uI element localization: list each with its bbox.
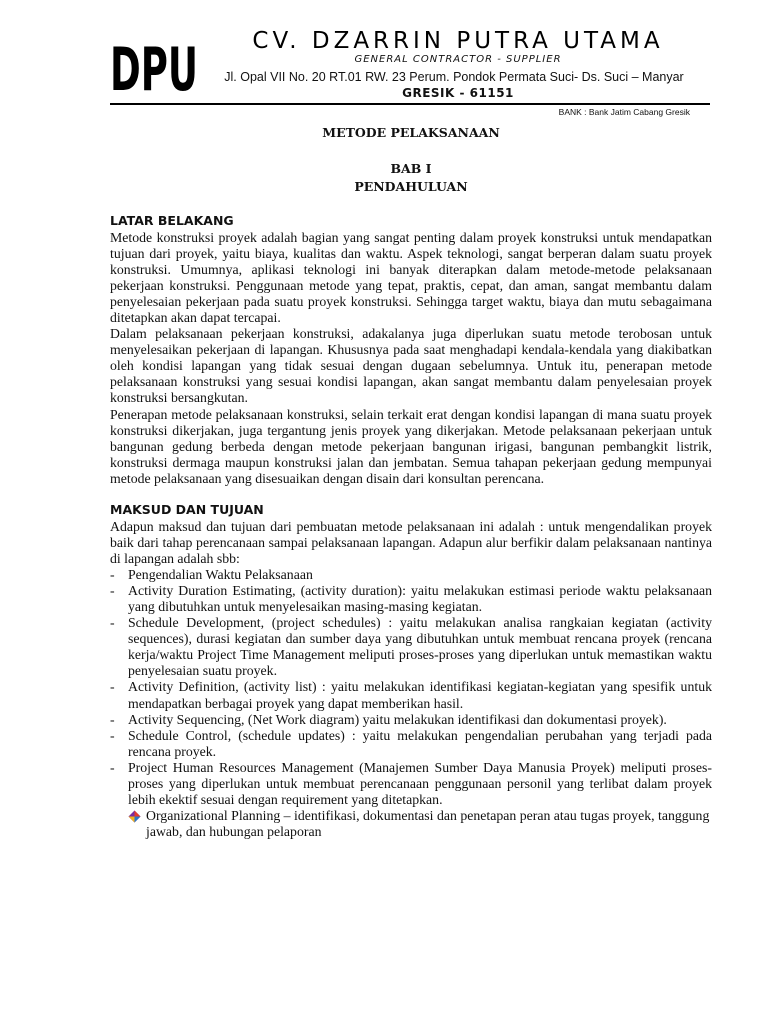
list-item-text: Schedule Development, (project schedules) : yaitu melakukan analisa rangkaian kegiatan (activity sequences), durasi kegiatan dan sumber daya yang dibutuhkan untuk membuat rencana proyek (rencana kerja/waktu Project Time Management meliputi proses-proses yang diperlukan untuk memastikan waktu penyelesaian suatu proyek. bbox=[128, 615, 712, 679]
company-name: CV. DZARRIN PUTRA UTAMA bbox=[252, 28, 664, 54]
chapter-title: PENDAHULUAN bbox=[354, 179, 468, 194]
paragraph: Adapun maksud dan tujuan dari pembuatan metode pelaksanaan ini adalah : untuk mengendalikan proyek baik dari tahap perencanaan sampai pelaksanaan lapangan. Adapun alur berfikir dalam pelaksanaan nantinya di lapangan adalah sbb: bbox=[110, 518, 712, 566]
company-tagline: GENERAL CONTRACTOR - SUPPLIER bbox=[354, 54, 562, 65]
dash-bullet: - bbox=[110, 566, 115, 582]
paragraph: Dalam pelaksanaan pekerjaan konstruksi, adakalanya juga diperlukan suatu metode terobosan untuk menyelesaikan pekerjaan di lapangan. Khususnya pada saat menghadapi kendala-kendala yang diakibatkan oleh kondisi lapangan yang tidak sesuai dengan dugaan sebelumnya. Untuk itu, penerapan metode pelaksanaan konstruksi yang sesuai kondisi lapangan, akan sangat membantu dalam penyelesaian proyek konstruksi bersangkutan. bbox=[110, 326, 712, 406]
list-item-text: Schedule Control, (schedule updates) : yaitu melakukan pengendalian perubahan yang terjadi pada rencana proyek. bbox=[128, 727, 712, 759]
list-item bbox=[110, 583, 712, 615]
list-item bbox=[110, 679, 712, 711]
document-body bbox=[110, 124, 712, 840]
bank-info: BANK : Bank Jatim Cabang Gresik bbox=[558, 107, 690, 117]
sub-list bbox=[110, 808, 712, 840]
dash-bullet: - bbox=[110, 711, 115, 727]
dash-bullet: - bbox=[110, 615, 115, 631]
list-item-text: Activity Sequencing, (Net Work diagram) yaitu melakukan identifikasi dan dokumentasi proyek). bbox=[128, 711, 667, 727]
section-heading-latar-belakang: LATAR BELAKANG bbox=[110, 213, 234, 228]
diamond-bullet-icon bbox=[128, 810, 141, 823]
paragraph: Penerapan metode pelaksanaan konstruksi, selain terkait erat dengan kondisi lapangan di mana suatu proyek konstruksi dikerjakan, juga tergantung jenis proyek yang dikerjakan. Metode pelaksanaan pekerjaan untuk bangunan gedung berbeda dengan metode pekerjaan bangunan irigasi, bangunan pembangkit listrik, konstruksi dermaga maupun konstruksi jalan dan jembatan. Semua tahapan pekerjaan gedung mempunyai metode pelaksanaan yang disesuaikan dengan disain dari konsultan perencana. bbox=[110, 406, 712, 486]
document-title: METODE PELAKSANAAN bbox=[322, 125, 500, 140]
list-item bbox=[110, 712, 712, 728]
list-item-text: Project Human Resources Management (Manajemen Sumber Daya Manusia Proyek) meliputi proses-proses yang diperlukan untuk membuat perencanaan penggunaan personil yang terlibat dalam proyek lebih ekektif sesuai dengan requirement yang ditetapkan. bbox=[128, 759, 712, 808]
list-item bbox=[110, 615, 712, 679]
list-item-text: Activity Duration Estimating, (activity duration): yaitu melakukan estimasi periode waktu pelaksanaan yang dibutuhkan untuk menyelesaikan masing-masing kegiatan. bbox=[128, 582, 712, 614]
section-heading-maksud-tujuan: MAKSUD DAN TUJUAN bbox=[110, 502, 264, 517]
logo-letters: DPU bbox=[110, 35, 198, 105]
method-list bbox=[110, 567, 712, 808]
sub-list-item-text: Organizational Planning – identifikasi, dokumentasi dan penetapan peran atau tugas proyek, tanggung jawab, dan hubungan pelaporan bbox=[146, 808, 710, 840]
list-item bbox=[110, 567, 712, 583]
company-city: GRESIK - 61151 bbox=[402, 86, 514, 100]
list-item bbox=[110, 760, 712, 808]
letterhead-divider bbox=[110, 103, 710, 105]
letterhead bbox=[0, 0, 768, 122]
list-item bbox=[110, 728, 712, 760]
sub-list-item bbox=[128, 808, 712, 840]
dash-bullet: - bbox=[110, 727, 115, 743]
company-address: Jl. Opal VII No. 20 RT.01 RW. 23 Perum. Pondok Permata Suci- Ds. Suci – Manyar bbox=[224, 70, 684, 84]
list-item-text: Activity Definition, (activity list) : yaitu melakukan identifikasi kegiatan-kegiatan yang spesifik untuk mendapatkan berbagai proyek yang dapat memberikan hasil. bbox=[128, 679, 712, 711]
dash-bullet: - bbox=[110, 759, 115, 775]
dash-bullet: - bbox=[110, 582, 115, 598]
paragraph: Metode konstruksi proyek adalah bagian yang sangat penting dalam proyek konstruksi untuk mendapatkan tujuan dari proyek, yaitu biaya, kualitas dan waktu. Aspek teknologi, sangat berperan dalam suatu proyek konstruksi. Umumnya, aplikasi teknologi ini banyak diterapkan dalam metode-metode pelaksanaan pekerjaan konstruksi. Penggunaan metode yang tepat, praktis, cepat, dan aman, sangat membantu dalam penyelesaian pekerjaan pada suatu proyek konstruksi. Sehingga target waktu, biaya dan mutu sebagaimana ditetapkan akan dapat tercapai. bbox=[110, 229, 712, 325]
chapter-number: BAB I bbox=[390, 161, 432, 176]
dash-bullet: - bbox=[110, 679, 115, 695]
company-logo bbox=[108, 28, 200, 105]
list-item-text: Pengendalian Waktu Pelaksanaan bbox=[128, 566, 313, 582]
